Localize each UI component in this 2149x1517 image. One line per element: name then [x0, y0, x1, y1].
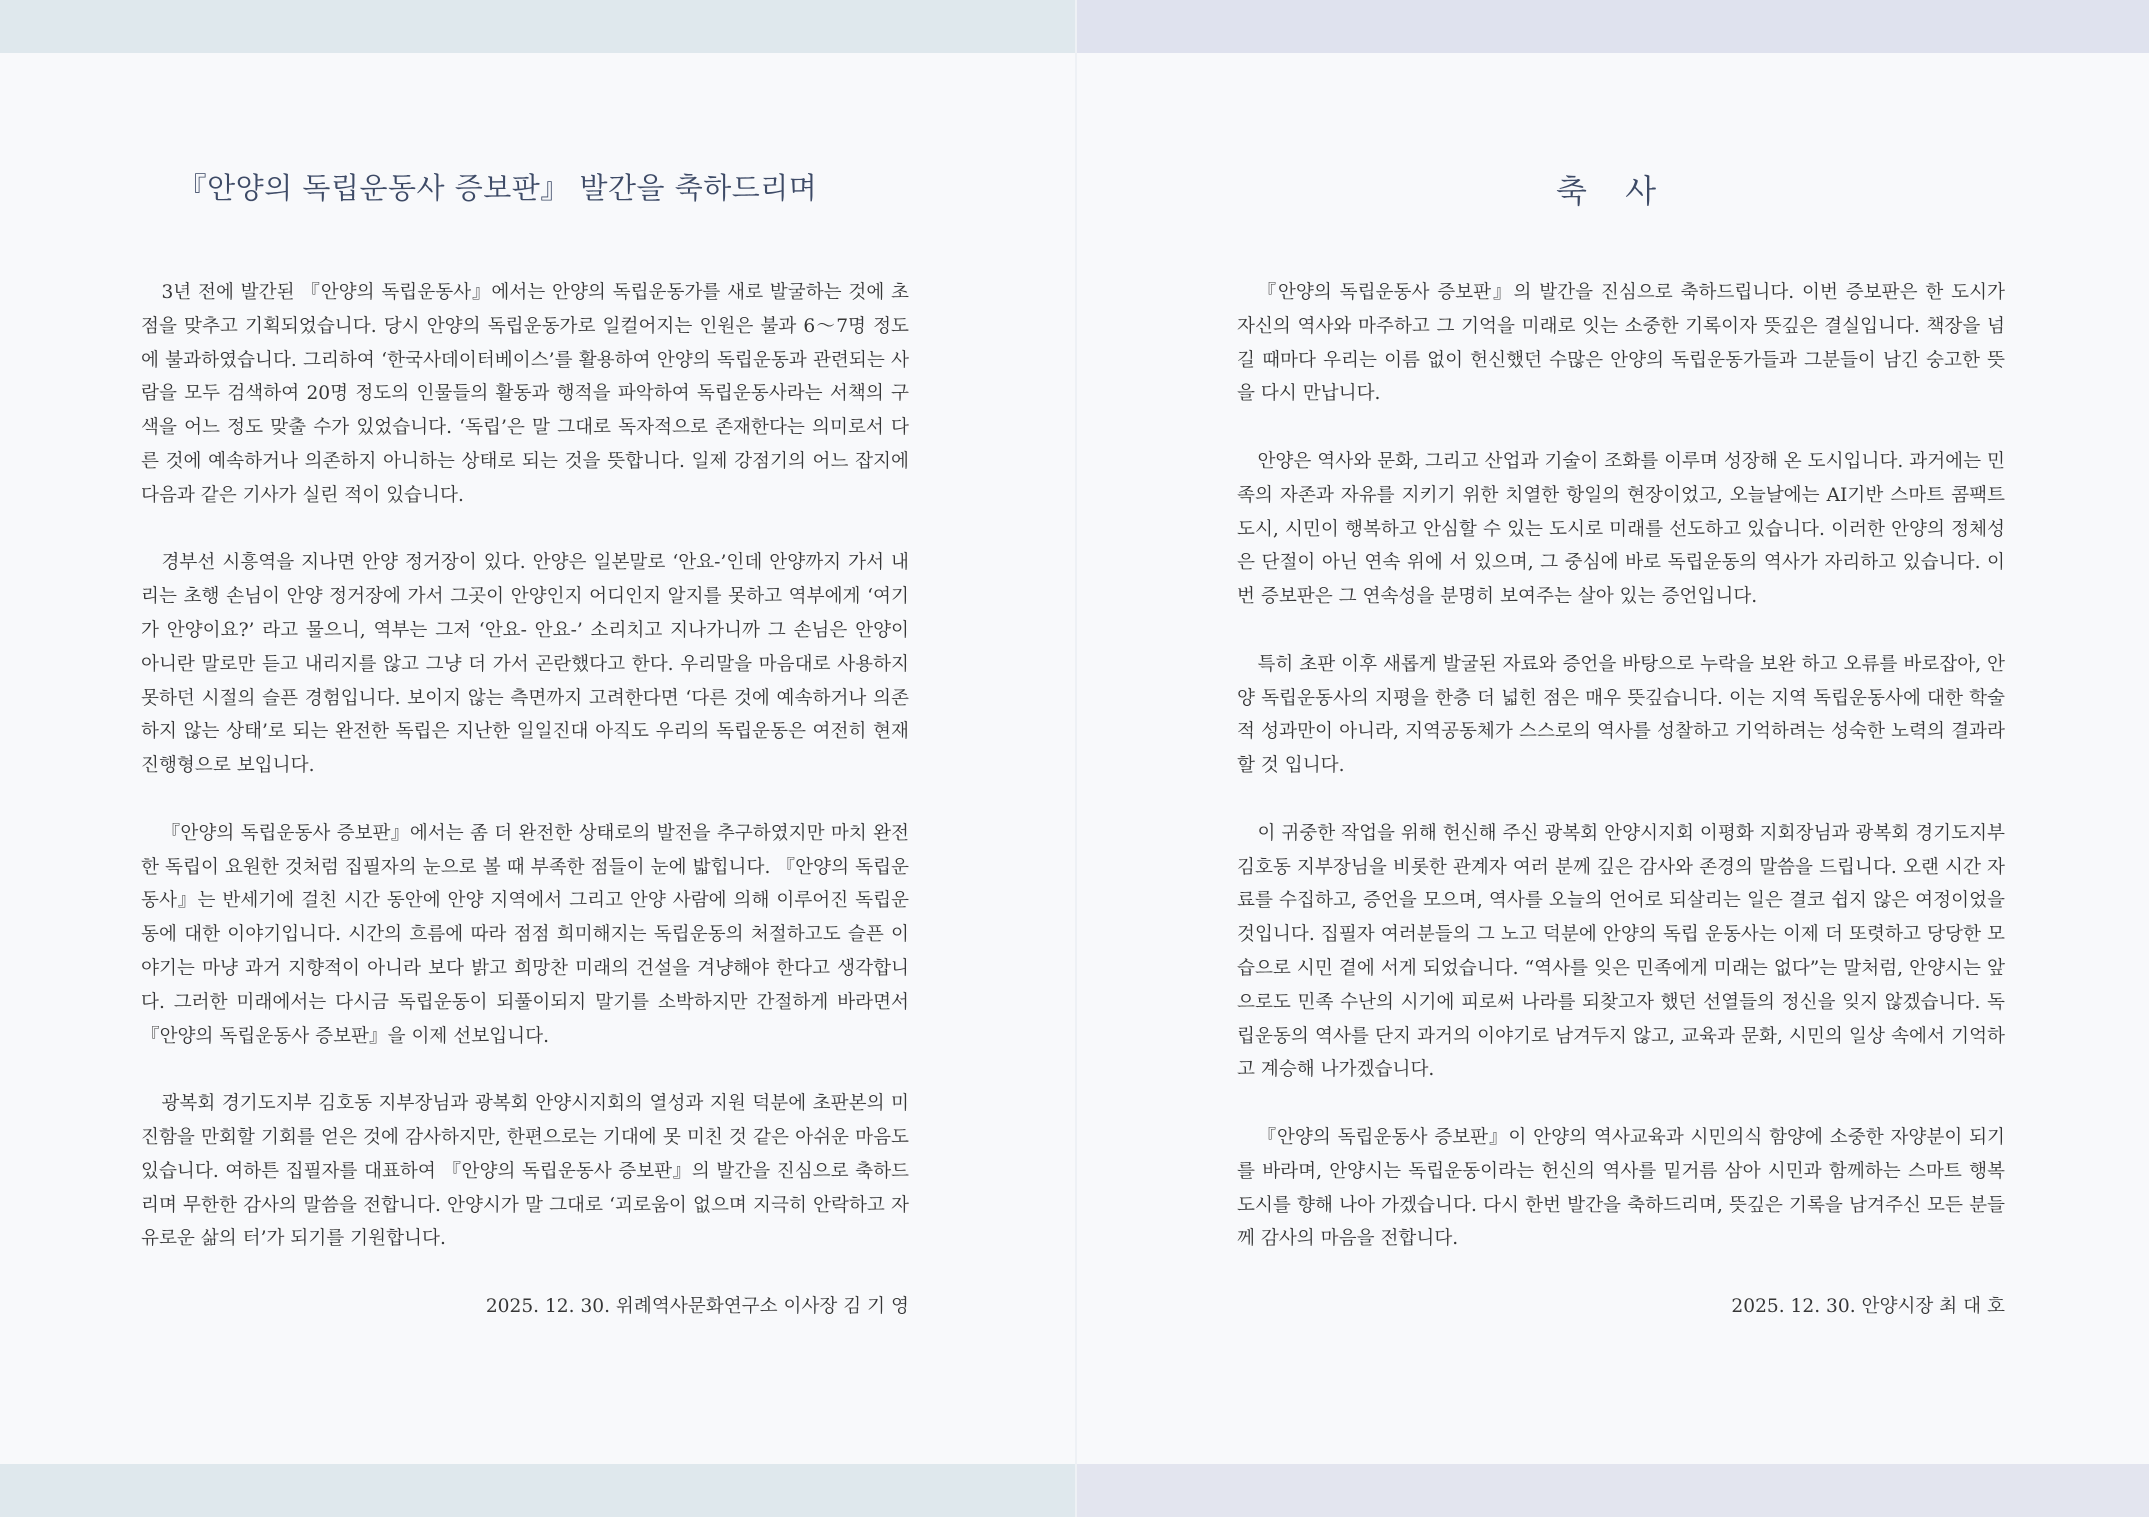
left-page-title: 『안양의 독립운동사 증보판』 발간을 축하드리며	[177, 171, 818, 205]
bottom-band-right	[1077, 1464, 2149, 1517]
right-paragraph-4: 이 귀중한 작업을 위해 헌신해 주신 광복회 안양시지회 이평화 지회장님과 광복회 경기도지부 김호동 지부장님을 비롯한 관계자 여러 분께 깊은 감사와 존경의 말씀을 드립니다. 오랜 시간 자료를 수집하고, 증언을 모으며, 역사를 오늘의 언어로 되살리는 일은 결코 쉽지 않은 여정이었을 것입니다. 집필자 여러분들의 그 노고 덕분에 안양의 독립 운동사는 이제 더 또렷하고 당당한 모습으로 시민 곁에 서게 되었습니다. “역사를 잊은 민족에게 미래는 없다”는 말처럼, 안양시는 앞으로도 민족 수난의 시기에 피로써 나라를 되찾고자 했던 선열들의 정신을 잊지 않겠습니다. 독립운동의 역사를 단지 과거의 이야기로 남겨두지 않고, 교육과 문화, 시민의 일상 속에서 기억하고 계승해 나가겠습니다.	[1237, 822, 2006, 1081]
right-signature: 2025. 12. 30. 안양시장 최 대 호	[1731, 1295, 2005, 1317]
left-paragraph-2: 경부선 시흥역을 지나면 안양 정거장이 있다. 안양은 일본말로 ‘안요-’인데 안양까지 가서 내리는 초행 손님이 안양 정거장에 가서 그곳이 안양인지 어디인지 알지를 못하고 역부에게 ‘여기가 안양이요?’ 라고 물으니, 역부는 그저 ‘안요- 안요-’ 소리치고 지나가니까 그 손님은 안양이 아니란 말로만 듣고 내리지를 않고 그냥 더 가서 곤란했다고 한다. 우리말을 마음대로 사용하지 못하던 시절의 슬픈 경험입니다. 보이지 않는 측면까지 고려한다면 ‘다른 것에 예속하거나 의존하지 않는 상태’로 되는 완전한 독립은 지난한 일일진대 아직도 우리의 독립운동은 여전히 현재진행형으로 보입니다.	[141, 552, 909, 777]
bottom-band-left	[0, 1464, 1075, 1517]
left-page-body	[141, 276, 909, 1324]
right-paragraph-1: 『안양의 독립운동사 증보판』의 발간을 진심으로 축하드립니다. 이번 증보판은 한 도시가 자신의 역사와 마주하고 그 기억을 미래로 잇는 소중한 기록이자 뜻깊은 결실입니다. 책장을 넘길 때마다 우리는 이름 없이 헌신했던 수많은 안양의 독립운동가들과 그분들이 남긴 숭고한 뜻을 다시 만납니다.	[1237, 282, 2005, 405]
left-paragraph-3: 『안양의 독립운동사 증보판』에서는 좀 더 완전한 상태로의 발전을 추구하였지만 마치 완전한 독립이 요원한 것처럼 집필자의 눈으로 볼 때 부족한 점들이 눈에 밟힙니다. 『안양의 독립운동사』는 반세기에 걸친 시간 동안에 안양 지역에서 그리고 안양 사람에 의해 이루어진 독립운동에 대한 이야기입니다. 시간의 흐름에 따라 점점 희미해지는 독립운동의 처절하고도 슬픈 이야기는 마냥 과거 지향적이 아니라 보다 밝고 희망찬 미래의 건설을 겨냥해야 한다고 생각합니다. 그러한 미래에서는 다시금 독립운동이 되풀이되지 말기를 소박하지만 간절하게 바라면서 『안양의 독립운동사 증보판』을 이제 선보입니다.	[141, 822, 909, 1047]
left-signature: 2025. 12. 30. 위례역사문화연구소 이사장 김 기 영	[485, 1295, 909, 1317]
right-paragraph-2: 안양은 역사와 문화, 그리고 산업과 기술이 조화를 이루며 성장해 온 도시입니다. 과거에는 민족의 자존과 자유를 지키기 위한 치열한 항일의 현장이었고, 오늘날에는 AI기반 스마트 콤팩트 도시, 시민이 행복하고 안심할 수 있는 도시로 미래를 선도하고 있습니다. 이러한 안양의 정체성은 단절이 아닌 연속 위에 서 있으며, 그 중심에 바로 독립운동의 역사가 자리하고 있습니다. 이번 증보판은 그 연속성을 분명히 보여주는 살아 있는 증언입니다.	[1237, 450, 2005, 608]
top-band-left	[0, 0, 1075, 53]
left-page	[0, 53, 1075, 1464]
right-paragraph-3: 특히 초판 이후 새롭게 발굴된 자료와 증언을 바탕으로 누락을 보완 하고 오류를 바로잡아, 안양 독립운동사의 지평을 한층 더 넓힌 점은 매우 뜻깊습니다. 이는 지역 독립운동사에 대한 학술적 성과만이 아니라, 지역공동체가 스스로의 역사를 성찰하고 기억하려는 성숙한 노력의 결과라 할 것 입니다.	[1237, 653, 2005, 777]
right-page	[1077, 53, 2149, 1464]
right-page-body	[1237, 276, 2005, 1324]
right-page-title: 축 사	[1556, 172, 1670, 210]
right-paragraph-5: 『안양의 독립운동사 증보판』이 안양의 역사교육과 시민의식 함양에 소중한 자양분이 되기를 바라며, 안양시는 독립운동이라는 헌신의 역사를 밑거름 삼아 시민과 함께하는 스마트 행복도시를 향해 나아 가겠습니다. 다시 한번 발간을 축하드리며, 뜻깊은 기록을 남겨주신 모든 분들께 감사의 마음을 전합니다.	[1237, 1126, 2005, 1250]
top-band-right	[1077, 0, 2149, 53]
left-paragraph-1: 3년 전에 발간된 『안양의 독립운동사』에서는 안양의 독립운동가를 새로 발굴하는 것에 초점을 맞추고 기획되었습니다. 당시 안양의 독립운동가로 일컬어지는 인원은 불과 6～7명 정도에 불과하였습니다. 그리하여 ‘한국사데이터베이스’를 활용하여 안양의 독립운동과 관련되는 사람을 모두 검색하여 20명 정도의 인물들의 활동과 행적을 파악하여 독립운동사라는 서책의 구색을 어느 정도 맞출 수가 있었습니다. ‘독립’은 말 그대로 독자적으로 존재한다는 의미로서 다른 것에 예속하거나 의존하지 아니하는 상태로 되는 것을 뜻합니다. 일제 강점기의 어느 잡지에 다음과 같은 기사가 실린 적이 있습니다.	[141, 282, 909, 506]
left-paragraph-4: 광복회 경기도지부 김호동 지부장님과 광복회 안양시지회의 열성과 지원 덕분에 초판본의 미진함을 만회할 기회를 얻은 것에 감사하지만, 한편으로는 기대에 못 미친 것 같은 아쉬운 마음도 있습니다. 여하튼 집필자를 대표하여 『안양의 독립운동사 증보판』의 발간을 진심으로 축하드리며 무한한 감사의 말씀을 전합니다. 안양시가 말 그대로 ‘괴로움이 없으며 지극히 안락하고 자유로운 삶의 터’가 되기를 기원합니다.	[141, 1093, 909, 1250]
